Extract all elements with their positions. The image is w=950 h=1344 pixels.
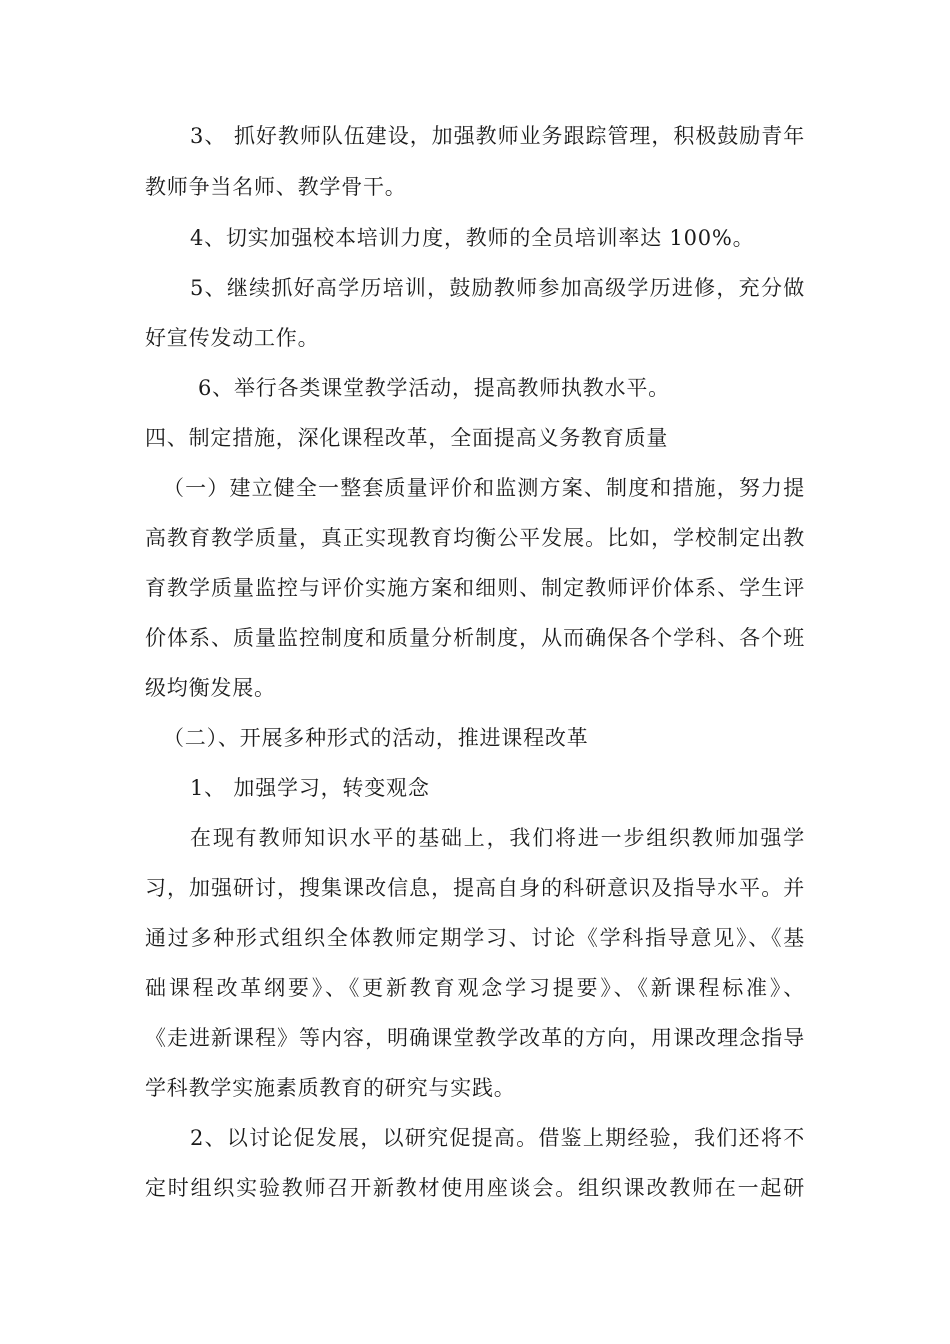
text-line: 学科教学实施素质教育的研究与实践。 xyxy=(145,1076,516,1100)
text-line: 高教育教学质量，真正实现教育均衡公平发展。比如，学校制定出教 xyxy=(145,526,805,550)
text-line: 好宣传发动工作。 xyxy=(145,326,320,350)
text-line: 《走进新课程》等内容，明确课堂教学改革的方向，用课改理念指导 xyxy=(145,1026,805,1050)
text-line: 5、继续抓好高学历培训，鼓励教师参加高级学历进修，充分做 xyxy=(190,276,805,300)
text-line: 3、 抓好教师队伍建设，加强教师业务跟踪管理，积极鼓励青年 xyxy=(190,124,805,148)
text-line: 4、切实加强校本培训力度，教师的全员培训率达 100%。 xyxy=(190,226,755,250)
text-line: 础课程改革纲要》、《更新教育观念学习提要》、《新课程标准》、 xyxy=(145,976,805,1000)
text-line: 定时组织实验教师召开新教材使用座谈会。组织课改教师在一起研 xyxy=(145,1176,805,1200)
text-line: 级均衡发展。 xyxy=(145,676,276,700)
text-line: 6、举行各类课堂教学活动，提高教师执教水平。 xyxy=(198,376,670,400)
text-line: （一）建立健全一整套质量评价和监测方案、制度和措施，努力提 xyxy=(163,476,805,500)
text-line: 育教学质量监控与评价实施方案和细则、制定教师评价体系、学生评 xyxy=(145,576,805,600)
text-line: 习，加强研讨，搜集课改信息，提高自身的科研意识及指导水平。并 xyxy=(145,876,805,900)
subsection-heading: （二）、开展多种形式的活动，推进课程改革 xyxy=(163,726,589,750)
text-line: 在现有教师知识水平的基础上，我们将进一步组织教师加强学 xyxy=(190,826,805,850)
subsection-heading: 1、 加强学习，转变观念 xyxy=(190,776,430,800)
text-line: 2、以讨论促发展，以研究促提高。借鉴上期经验，我们还将不 xyxy=(190,1126,805,1150)
section-heading: 四、制定措施，深化课程改革，全面提高义务教育质量 xyxy=(145,426,669,450)
text-line: 通过多种形式组织全体教师定期学习、讨论《学科指导意见》、《基 xyxy=(145,926,805,950)
text-line: 教师争当名师、教学骨干。 xyxy=(145,175,407,199)
text-line: 价体系、质量监控制度和质量分析制度，从而确保各个学科、各个班 xyxy=(145,626,805,650)
